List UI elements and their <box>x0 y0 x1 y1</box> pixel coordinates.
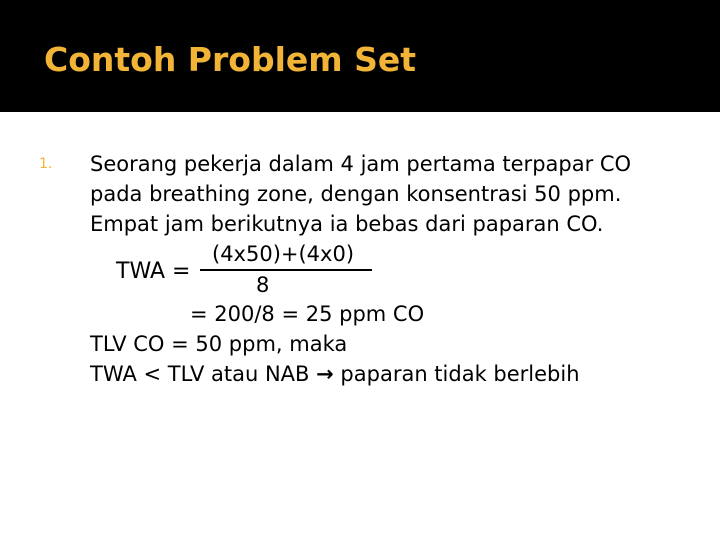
problem-line-2: pada breathing zone, dengan konsentrasi 50 ppm. <box>90 182 622 206</box>
conclusion-line-2 <box>90 359 580 389</box>
slide-title: Contoh Problem Set <box>44 40 417 79</box>
formula-numerator: (4x50)+(4x0) <box>212 242 355 266</box>
right-arrow-icon: → <box>316 362 334 386</box>
conclusion-line-1: TLV CO = 50 ppm, maka <box>90 332 348 356</box>
formula-denominator: 8 <box>256 273 270 297</box>
fraction-bar <box>200 269 372 271</box>
problem-line-3: Empat jam berikutnya ia bebas dari paparan CO. <box>90 212 604 236</box>
conclusion-text-before-arrow: TWA < TLV atau NAB <box>90 362 317 386</box>
list-number: 1. <box>39 156 53 172</box>
conclusion-text-after-arrow: paparan tidak berlebih <box>333 362 580 386</box>
formula-result: = 200/8 = 25 ppm CO <box>190 302 425 326</box>
problem-line-1: Seorang pekerja dalam 4 jam pertama terpapar CO <box>90 152 632 176</box>
formula-label: TWA = <box>116 259 191 284</box>
